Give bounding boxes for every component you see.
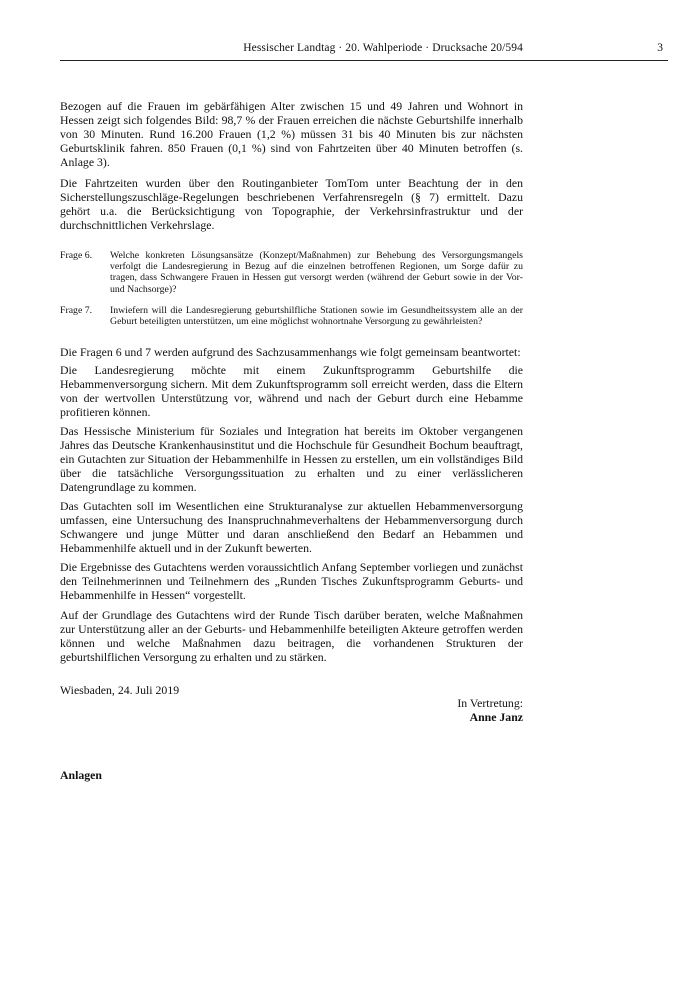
running-title: Hessischer Landtag · 20. Wahlperiode · Drucksache 20/594 (243, 42, 523, 54)
question-7-label: Frage 7. (60, 305, 93, 316)
paragraph-joint-answer: Die Fragen 6 und 7 werden aufgrund des Sachzusammenhangs wie folgt gemeinsam beantwortet: (60, 345, 521, 359)
paragraph-travel-times: Bezogen auf die Frauen im gebärfähigen Alter zwischen 15 und 49 Jahren und Wohnort in Hessen zeigt sich folgendes Bild: 98,7 % der Frauen erreichen die nächste Geburtshilfe innerhalb von 30 Minuten. Rund 16.200 Frauen (1,2 %) müssen 31 bis 40 Minuten bis zur nächsten Geburtsklinik fahren. 850 Frauen (0,1 %) sind von Fahrtzeiten über 40 Minuten betroffen (s. Anlage 3). (60, 99, 523, 169)
paragraph-round-table: Auf der Grundlage des Gutachtens wird der Runde Tisch darüber beraten, welche Maßnahmen zur Unterstützung aller an der Geburts- und Hebammenhilfe beteiligten Akteure getroffen werden können und welche Maßnahmen dazu beitragen, die vorhandenen Strukturen der geburtshilflichen Versorgung zu erhalten und zu stärken. (60, 608, 523, 664)
signatory-name: Anne Janz (469, 710, 523, 724)
page-header (60, 42, 663, 60)
question-7-text: Inwiefern will die Landesregierung geburtshilfliche Stationen sowie im Gesundheitssystem alle an der Geburt beteiligten unterstützen, um eine möglichst wohnortnahe Versorgung zu gewährleisten? (110, 305, 523, 328)
place-date: Wiesbaden, 24. Juli 2019 (60, 683, 180, 697)
paragraph-zukunftsprogramm: Die Landesregierung möchte mit einem Zukunftsprogramm Geburtshilfe die Hebammenversorgung sichern. Mit dem Zukunftsprogramm soll erreicht werden, dass die Eltern von der wertvollen Unterstützung vor, während und nach der Geburt durch eine Hebamme profitieren können. (60, 363, 523, 419)
question-6-label: Frage 6. (60, 250, 93, 261)
paragraph-methodology: Die Fahrtzeiten wurden über den Routinganbieter TomTom unter Beachtung der in den Sicherstellungszuschläge-Regelungen beschriebenen Verfahrensregeln (§ 7) ermittelt. Dazu gehört u.a. die Berücksichtigung von Topographie, der Verkehrsinfrastruktur und der durchschnittlichen Verkehrslage. (60, 176, 523, 232)
on-behalf-label: In Vertretung: (457, 696, 523, 710)
signature-block (457, 696, 523, 724)
page-number: 3 (657, 42, 663, 54)
paragraph-results: Die Ergebnisse des Gutachtens werden voraussichtlich Anfang September vorliegen und zunächst den Teilnehmerinnen und Teilnehmern des „Runden Tisches Zukunftsprogramm Geburts- und Hebammenhilfe in Hessen“ vorgestellt. (60, 560, 523, 602)
question-6-text: Welche konkreten Lösungsansätze (Konzept/Maßnahmen) zur Behebung des Versorgungsmangels verfolgt die Landesregierung in Bezug auf die einzelnen betroffenen Regionen, um Sorge dafür zu tragen, dass Schwangere Frauen in Hessen gut versorgt werden (während der Geburt sowie in der Vor- und Nachsorge)? (110, 250, 523, 295)
paragraph-gutachten-commission: Das Hessische Ministerium für Soziales und Integration hat bereits im Oktober vergangenen Jahres das Deutsche Krankenhausinstitut und die Hochschule für Gesundheit Bochum beauftragt, ein Gutachten zur Situation der Hebammenhilfe in Hessen zu erstellen, um ein vollständiges Bild über die tatsächliche Versorgungssituation zu erhalten und zu einer verlässlicheren Datengrundlage zu kommen. (60, 424, 523, 494)
header-rule (60, 60, 668, 61)
paragraph-gutachten-scope: Das Gutachten soll im Wesentlichen eine Strukturanalyse zur aktuellen Hebammenversorgung umfassen, eine Untersuchung des Inanspruchnahmeverhaltens der Hebammenversorgung durch Schwangere und junge Mütter und daran anschließend den Bedarf an Hebammen und Hebammenhilfe aktuell und in der Zukunft bewerten. (60, 499, 523, 555)
attachments-heading: Anlagen (60, 768, 102, 782)
